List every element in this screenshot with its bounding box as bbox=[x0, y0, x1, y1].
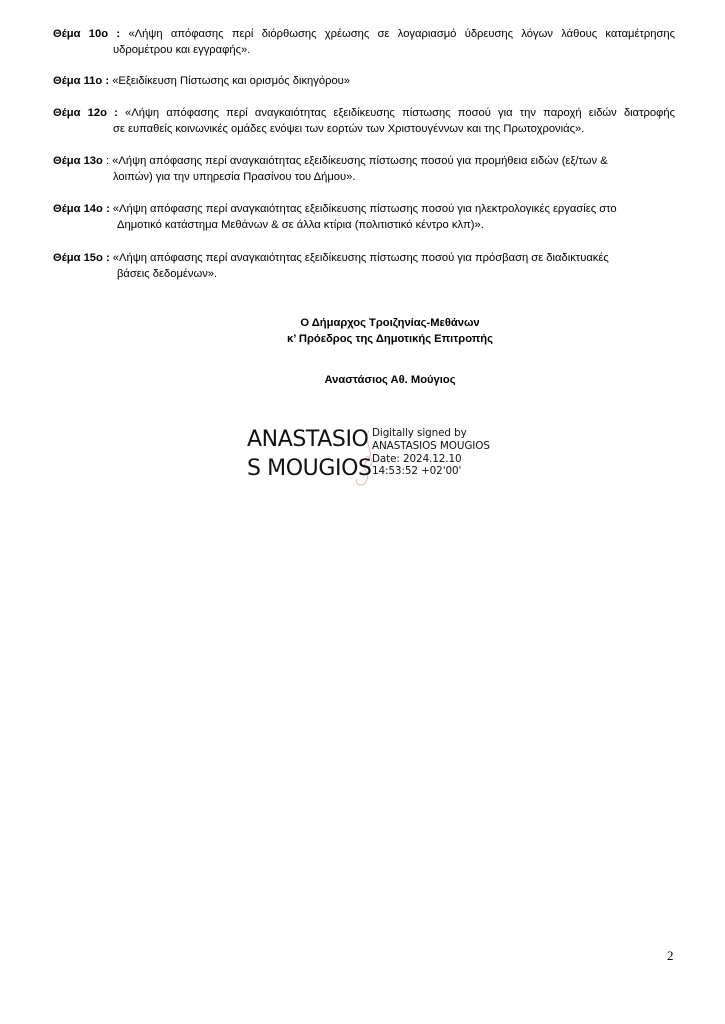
agenda-item-10 bbox=[53, 27, 675, 58]
item-text-continued: Δημοτικό κατάστημα Μεθάνων & σε άλλα κτίρια (πολιτιστικό κέντρο κλπ)». bbox=[117, 218, 484, 231]
signature-meta-line3: Date: 2024.12.10 bbox=[372, 452, 462, 465]
item-heading: Θέμα 11ο : bbox=[53, 75, 110, 87]
digital-signature bbox=[247, 425, 507, 487]
signature-meta-line1: Digitally signed by bbox=[372, 427, 467, 439]
agenda-item-14 bbox=[53, 202, 673, 233]
item-text-continued: υδρομέτρου και εγγραφής». bbox=[113, 43, 251, 56]
item-heading: Θέμα 13ο bbox=[53, 155, 103, 167]
item-text: «Λήψη απόφασης περί αναγκαιότητας εξειδίκευσης πίστωσης ποσού για πρόσβαση σε διαδικτυακές bbox=[109, 252, 609, 264]
item-text: : «Λήψη απόφασης περί αναγκαιότητας εξειδίκευσης πίστωσης ποσού για προμήθεια ειδών (εξ/των & bbox=[105, 155, 608, 167]
item-text-continued: βάσεις δεδομένων». bbox=[117, 267, 218, 280]
signatory-title-line1: Ο Δήμαρχος Τροιζηνίας-Μεθάνων bbox=[300, 317, 480, 329]
item-text: «Εξειδίκευση Πίστωσης και ορισμός δικηγόρου» bbox=[112, 75, 351, 87]
item-text-continued: λοιπών) για την υπηρεσία Πρασίνου του Δήμου». bbox=[113, 170, 356, 183]
signature-meta-line4: 14:53:52 +02'00' bbox=[372, 465, 462, 478]
item-heading: Θέμα 10ο : bbox=[53, 28, 121, 40]
agenda-item-12 bbox=[53, 106, 675, 137]
page-number: 2 bbox=[667, 948, 674, 963]
item-text: «Λήψη απόφασης περί διόρθωσης χρέωσης σε λογαριασμό ύδρευσης λόγων λάθους καταμέτρησης bbox=[128, 28, 676, 40]
item-heading: Θέμα 15ο : bbox=[53, 252, 110, 264]
signatory-name: Αναστάσιος Αθ. Μούγιος bbox=[324, 374, 456, 386]
signatory-title-line2: κ’ Πρόεδρος της Δημοτικής Επιτροπής bbox=[287, 332, 493, 345]
signatory-title bbox=[0, 316, 725, 347]
item-text-continued: σε ευπαθείς κοινωνικές ομάδες ενόψει των εορτών των Χριστουγέννων και της Πρωτοχρονιάς». bbox=[113, 122, 585, 135]
signature-meta-line2: ANASTASIOS MOUGIOS bbox=[372, 439, 490, 452]
item-text: «Λήψη απόφασης περί αναγκαιότητας εξειδίκευσης πίστωσης ποσού για ηλεκτρολογικές εργασίες στο bbox=[109, 203, 617, 215]
agenda-item-13 bbox=[53, 154, 663, 185]
signer-name-line2: S MOUGIOS bbox=[247, 456, 372, 481]
agenda-item-15 bbox=[53, 251, 673, 282]
item-heading: Θέμα 14ο : bbox=[53, 203, 110, 215]
item-heading: Θέμα 12ο : bbox=[53, 107, 118, 119]
item-text: «Λήψη απόφασης περί αναγκαιότητας εξειδίκευσης πίστωσης ποσού για την παροχή ειδών διατροφής bbox=[125, 107, 675, 119]
signer-name-line1: ANASTASIO bbox=[247, 427, 369, 452]
agenda-item-11 bbox=[53, 74, 675, 90]
